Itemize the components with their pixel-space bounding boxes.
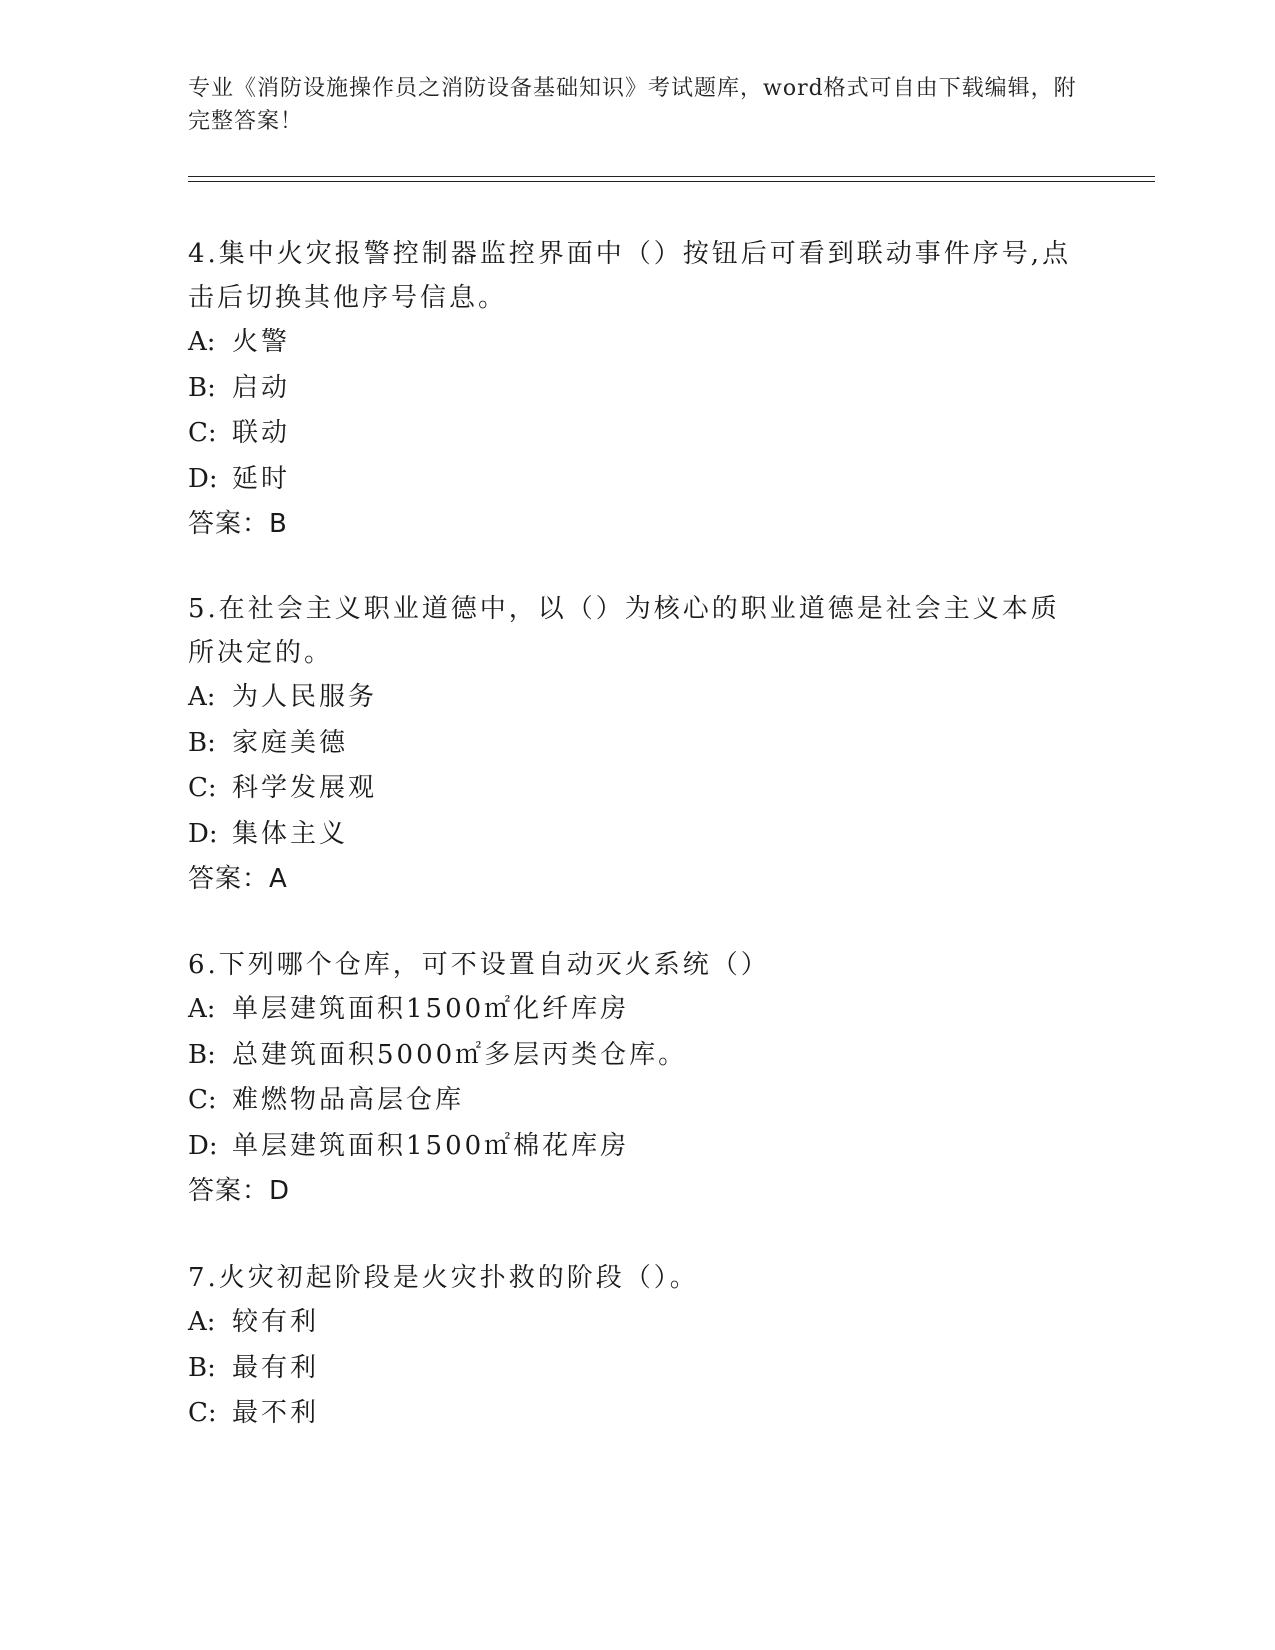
option-key: B: <box>188 372 216 403</box>
option-a <box>188 987 1088 1033</box>
option-key: C: <box>188 1085 217 1115</box>
option-a <box>188 1300 1088 1346</box>
answer-line: 答案：B <box>188 509 288 539</box>
option-text: 难燃物品高层仓库 <box>232 1085 465 1115</box>
option-key: A: <box>188 1307 216 1337</box>
option-text: 火警 <box>232 327 291 357</box>
header-divider-top <box>188 176 1155 177</box>
option-text: 科学发展观 <box>232 773 378 803</box>
option-text: 总建筑面积5000㎡多层丙类仓库。 <box>232 1039 688 1070</box>
header-divider-bottom <box>188 181 1155 182</box>
option-b <box>188 1033 1088 1079</box>
answer-line: 答案：A <box>188 864 288 894</box>
option-key: B: <box>188 1039 216 1070</box>
option-key: A: <box>188 682 216 712</box>
option-key: D: <box>188 1130 218 1161</box>
option-c <box>188 411 1088 457</box>
option-a <box>188 320 1088 366</box>
question-stem: 5.在社会主义职业道德中，以（）为核心的职业道德是社会主义本质所决定的。 <box>188 594 1060 668</box>
option-key: C: <box>188 773 217 803</box>
option-key: C: <box>188 418 217 448</box>
option-d <box>188 1124 1088 1170</box>
option-text: 延时 <box>232 463 291 494</box>
option-c <box>188 1391 1088 1437</box>
option-a <box>188 675 1088 721</box>
option-text: 单层建筑面积1500㎡棉花库房 <box>232 1130 630 1161</box>
option-key: C: <box>188 1398 217 1428</box>
option-key: B: <box>188 727 216 758</box>
question-6 <box>188 943 1088 1215</box>
option-text: 启动 <box>232 372 291 403</box>
option-text: 单层建筑面积1500㎡化纤库房 <box>232 994 630 1024</box>
option-d <box>188 812 1088 858</box>
question-stem: 4.集中火灾报警控制器监控界面中（）按钮后可看到联动事件序号,点击后切换其他序号信息。 <box>188 239 1072 313</box>
option-key: A: <box>188 327 216 357</box>
option-text: 最不利 <box>232 1398 320 1428</box>
question-7 <box>188 1256 1088 1437</box>
question-4 <box>188 232 1088 548</box>
option-text: 家庭美德 <box>232 727 349 758</box>
option-text: 最有利 <box>232 1352 320 1383</box>
option-b <box>188 721 1088 767</box>
option-c <box>188 1078 1088 1124</box>
option-text: 联动 <box>232 418 291 448</box>
option-c <box>188 766 1088 812</box>
option-text: 为人民服务 <box>232 682 378 712</box>
option-text: 较有利 <box>232 1307 320 1337</box>
question-5 <box>188 587 1088 903</box>
question-stem: 7.火灾初起阶段是火灾扑救的阶段（）。 <box>188 1263 699 1293</box>
answer-line: 答案：D <box>188 1176 291 1206</box>
option-key: D: <box>188 463 218 494</box>
option-b <box>188 1346 1088 1392</box>
document-intro: 专业《消防设施操作员之消防设备基础知识》考试题库，word格式可自由下载编辑，附完整答案！ <box>188 76 1077 134</box>
option-d <box>188 457 1088 503</box>
option-key: D: <box>188 818 218 849</box>
option-key: A: <box>188 994 216 1024</box>
question-stem: 6.下列哪个仓库，可不设置自动灭火系统（） <box>188 950 770 980</box>
option-b <box>188 366 1088 412</box>
option-text: 集体主义 <box>232 818 349 849</box>
option-key: B: <box>188 1352 216 1383</box>
